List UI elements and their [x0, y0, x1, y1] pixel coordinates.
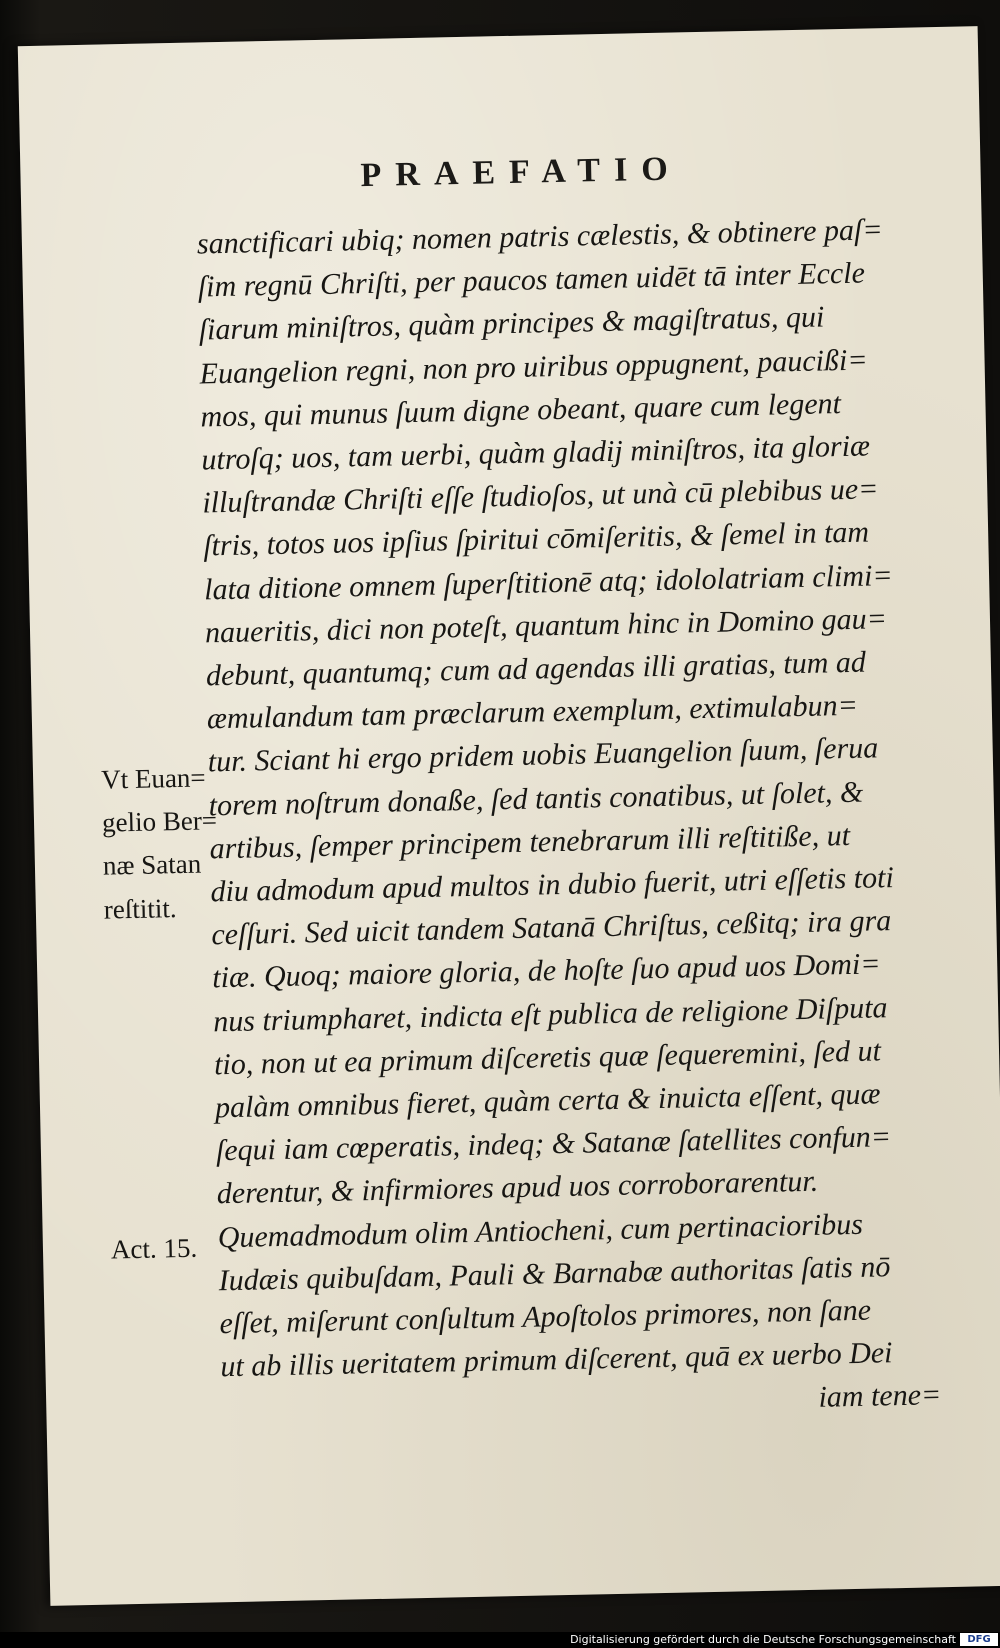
text-line: sanctificari ubiq; nomen patris cælestis, & obtinere paſ=: [196, 213, 883, 261]
text-line: tur. Sciant hi ergo pridem uobis Euangelion ſuum, ſerua: [207, 731, 879, 779]
text-line: utroſq; uos, tam uerbi, quàm gladij miniſtros, ita gloriæ: [201, 429, 871, 477]
text-line: mos, qui munus ſuum digne obeant, quare cum legent: [200, 386, 842, 434]
text-line: tiæ. Quoq; maiore gloria, de hoſte ſuo apud uos Domi=: [211, 947, 881, 995]
margin-note-line: Vt Euan=: [100, 762, 206, 795]
text-line: debunt, quantumq; cum ad agendas illi gratias, tum ad: [205, 645, 867, 693]
text-line: palàm omnibus fieret, quàm certa & inuicta eſſent, quæ: [214, 1077, 881, 1125]
text-line: ut ab illis ueritatem primum diſcerent, quā ex uerbo Dei: [220, 1336, 893, 1384]
footer-credit: Digitalisierung gefördert durch die Deutsche Forschungsgemeinschaft: [570, 1633, 956, 1646]
text-line: nus triumpharet, indicta eſt publica de religione Diſputa: [212, 990, 888, 1038]
text-line: eſſet, miſerunt conſultum Apoſtolos primores, non ſane: [219, 1293, 872, 1341]
text-line: ſtris, totos uos ipſius ſpiritui cōmiſeritis, & ſemel in tam: [202, 515, 870, 563]
margin-note-line: Act. 15.: [110, 1232, 198, 1265]
text-line: Euangelion regni, non pro uiribus oppugnent, paucißi=: [199, 343, 868, 391]
text-line: diu admodum apud multos in dubio fuerit, utri eſſetis toti: [210, 861, 895, 909]
text-line: Quemadmodum olim Antiocheni, cum pertinacioribus: [217, 1207, 864, 1254]
text-line: Iudæis quibuſdam, Pauli & Barnabæ authoritas ſatis nō: [218, 1250, 891, 1298]
text-line: illuſtrandæ Chriſti eſſe ſtudioſos, ut unà cū plebibus ue=: [202, 472, 879, 520]
text-line: ſim regnū Chriſti, per paucos tamen uidēt tā inter Eccle: [197, 256, 866, 304]
text-line: derentur, & infirmiores apud uos corroborarentur.: [216, 1165, 819, 1211]
text-line: naueritis, dici non poteſt, quantum hinc in Domino gau=: [204, 601, 888, 650]
text-line: iam tene=: [818, 1378, 942, 1415]
text-line: lata ditione omnem ſuperſtitionē atq; idololatriam climi=: [203, 558, 893, 607]
text-line: ſequi iam cœperatis, indeq; & Satanæ ſatellites confun=: [215, 1120, 892, 1168]
dfg-logo: DFG: [960, 1633, 998, 1646]
text-line: tio, non ut ea primum diſceretis quæ ſequeremini, ſed ut: [213, 1034, 882, 1082]
running-head: PRAEFATIO: [360, 150, 683, 195]
margin-note-line: gelio Ber=: [101, 805, 218, 838]
margin-note-line: næ Satan: [102, 848, 202, 882]
text-line: æmulandum tam præclarum exemplum, extimulabun=: [206, 689, 859, 736]
text-line: ſiarum miniſtros, quàm principes & magiſtratus, qui: [198, 300, 825, 347]
text-line: torem noſtrum donaße, ſed tantis conatibus, ut ſolet, &: [208, 775, 864, 823]
book-page: [18, 26, 1000, 1606]
margin-note-satan: [101, 756, 225, 931]
margin-note-line: reſtitit.: [103, 892, 177, 925]
text-line: artibus, ſemper principem tenebrarum illi reſtitiße, ut: [209, 818, 851, 866]
margin-note-acts: [111, 1226, 232, 1272]
text-line: ceſſuri. Sed uicit tandem Satanā Chriſtus, ceßitq; ira gra: [211, 904, 892, 952]
body-text: [197, 207, 942, 1432]
